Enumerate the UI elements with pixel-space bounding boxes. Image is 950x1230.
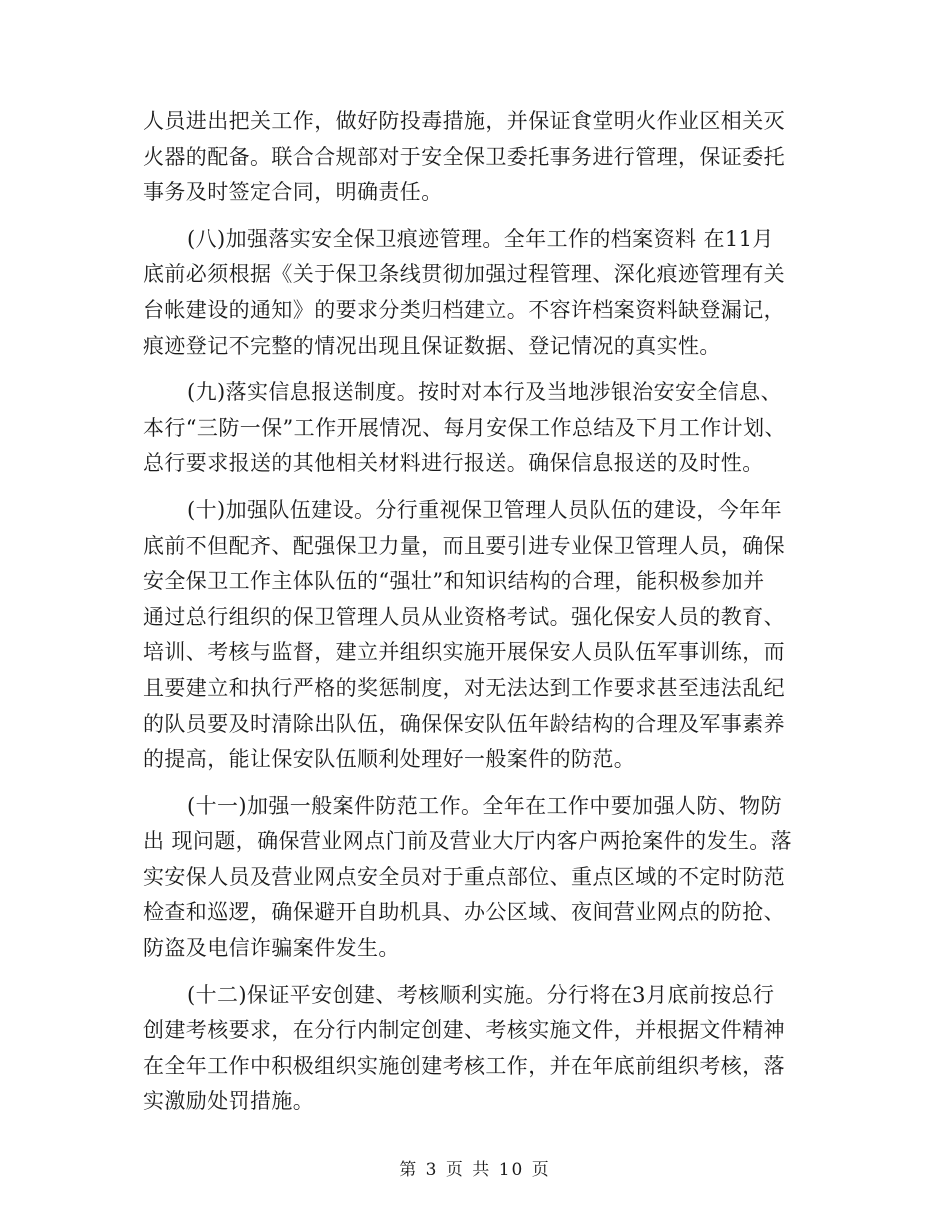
paragraph-line: 火器的配备。联合合规部对于安全保卫委托事务进行管理，保证委托 [143, 144, 785, 169]
paragraph-line: 事务及时签定合同，明确责任。 [143, 180, 443, 205]
paragraph-line: (九)落实信息报送制度。按时对本行及当地涉银治安安全信息、 [187, 380, 782, 405]
paragraph-line: 在全年工作中积极组织实施创建考核工作，并在年底前组织考核，落 [143, 1053, 785, 1078]
paragraph-line: 底前必须根据《关于保卫条线贯彻加强过程管理、深化痕迹管理有关 [143, 262, 785, 287]
paragraph-line: 底前不但配齐、配强保卫力量，而且要引进专业保卫管理人员，确保 [143, 533, 785, 558]
paragraph-line: 实安保人员及营业网点安全员对于重点部位、重点区域的不定时防范 [143, 864, 785, 889]
paragraph-p-8 [143, 222, 813, 364]
paragraph-line: 检查和巡逻，确保避开自助机具、办公区域、夜间营业网点的防抢、 [143, 900, 785, 925]
paragraph-line: 培训、考核与监督，建立并组织实施开展保安人员队伍军事训练，而 [143, 640, 785, 665]
paragraph-line: (八)加强落实安全保卫痕迹管理。全年工作的档案资料 在11月 [187, 226, 774, 251]
paragraph-line: 总行要求报送的其他相关材料进行报送。确保信息报送的及时性。 [143, 451, 764, 476]
paragraph-line: 本行“三防一保”工作开展情况、每月安保工作总结及下月工作计划、 [143, 415, 786, 440]
paragraph-p-12 [143, 978, 813, 1120]
paragraph-line: 的队员要及时清除出队伍，确保保安队伍年龄结构的合理及军事素养 [143, 711, 785, 736]
paragraph-line: 通过总行组织的保卫管理人员从业资格考试。强化保安人员的教育、 [143, 604, 785, 629]
document-body [143, 104, 813, 1120]
paragraph-line: 安全保卫工作主体队伍的“强壮”和知识结构的合理，能积极参加并 [143, 569, 765, 594]
paragraph-line: 防盗及电信诈骗案件发生。 [143, 936, 400, 961]
paragraph-p-9 [143, 375, 813, 482]
paragraph-line: 实激励处罚措施。 [143, 1089, 315, 1114]
page-number-footer: 第 3 页 共 10 页 [399, 1160, 551, 1180]
paragraph-p-continuation [143, 104, 813, 211]
paragraph-line: 的提高，能让保安队伍顺利处理好一般案件的防范。 [143, 747, 636, 772]
paragraph-line: 人员进出把关工作，做好防投毒措施，并保证食堂明火作业区相关灭 [143, 109, 785, 133]
paragraph-line: (十一)加强一般案件防范工作。全年在工作中要加强人防、物防 [187, 793, 782, 818]
paragraph-p-10 [143, 493, 813, 778]
paragraph-line: 且要建立和执行严格的奖惩制度，对无法达到工作要求甚至违法乱纪 [143, 675, 785, 700]
paragraph-line: 痕迹登记不完整的情况出现且保证数据、登记情况的真实性。 [143, 333, 721, 358]
paragraph-line: (十二)保证平安创建、考核顺利实施。分行将在3月底前按总行 [187, 982, 775, 1007]
paragraph-line: 出 现问题，确保营业网点门前及营业大厅内客户两抢案件的发生。落 [143, 829, 793, 854]
paragraph-p-11 [143, 789, 813, 967]
paragraph-line: (十)加强队伍建设。分行重视保卫管理人员队伍的建设，今年年 [187, 497, 782, 522]
paragraph-line: 台帐建设的通知》的要求分类归档建立。不容许档案资料缺登漏记， [143, 297, 785, 322]
paragraph-line: 创建考核要求，在分行内制定创建、考核实施文件，并根据文件精神 [143, 1018, 785, 1043]
